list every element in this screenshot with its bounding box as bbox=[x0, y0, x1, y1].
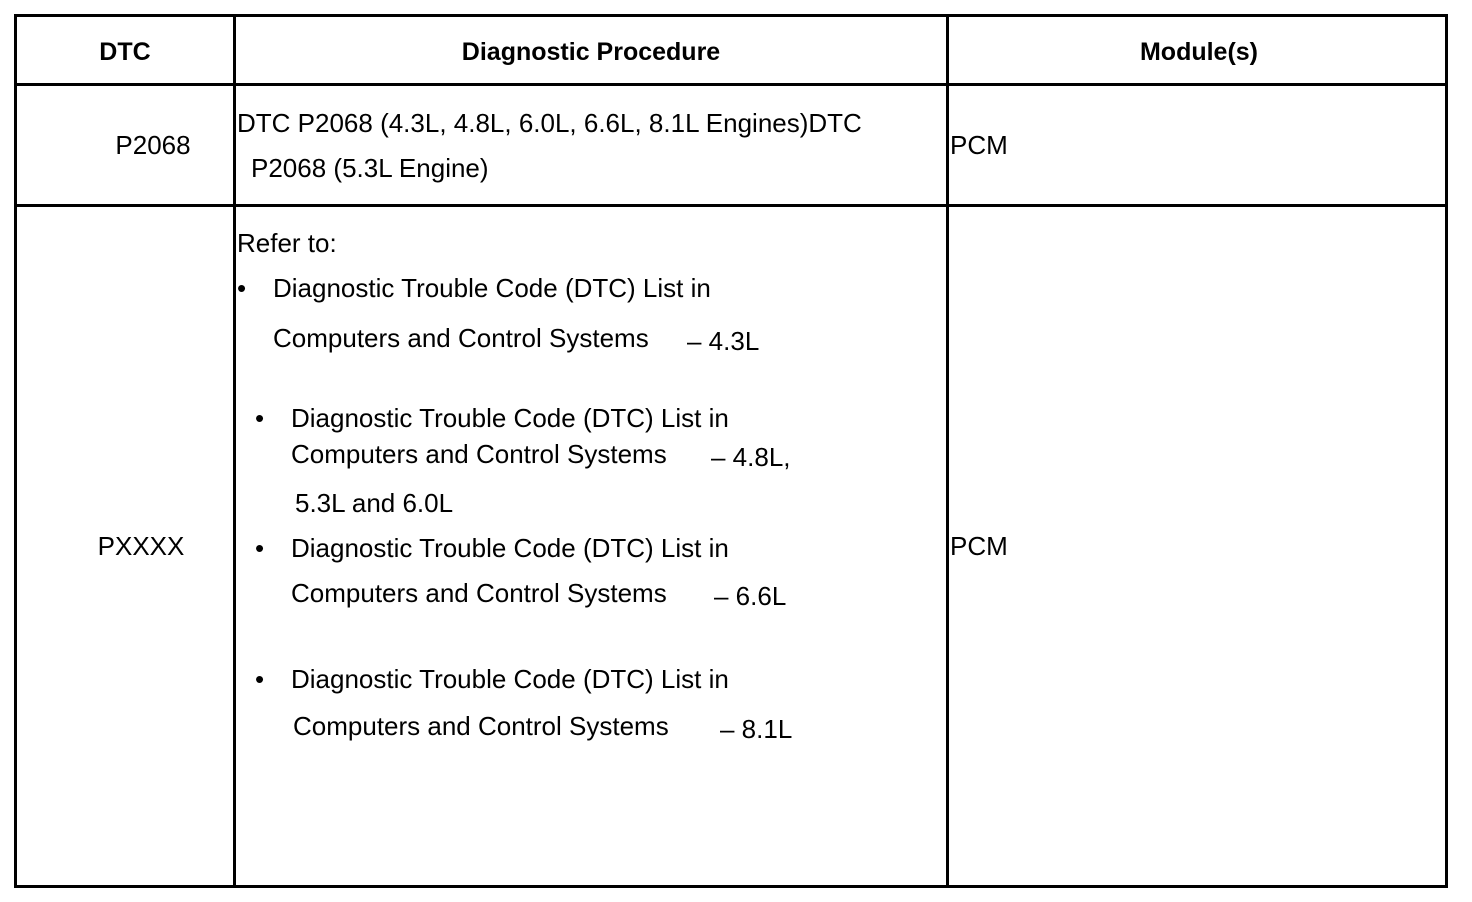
row1-dtc: P2068 bbox=[115, 130, 191, 160]
dtc-table bbox=[14, 14, 1448, 888]
list-item-suffix: – 8.1L bbox=[720, 714, 793, 744]
list-item-line: Diagnostic Trouble Code (DTC) List in bbox=[291, 403, 729, 433]
header-dtc: DTC bbox=[99, 38, 151, 66]
list-item-line: Diagnostic Trouble Code (DTC) List in bbox=[291, 664, 729, 694]
row2-refer-label: Refer to: bbox=[237, 228, 337, 258]
header-modules: Module(s) bbox=[1139, 38, 1259, 66]
row1-module: PCM bbox=[950, 130, 1008, 160]
row-divider bbox=[17, 83, 1445, 86]
row-divider bbox=[17, 204, 1445, 207]
row1-procedure-line1: DTC P2068 (4.3L, 4.8L, 6.0L, 6.6L, 8.1L Engines)DTC bbox=[237, 108, 862, 138]
list-item-suffix: – 6.6L bbox=[714, 581, 787, 611]
list-item-line: 5.3L and 6.0L bbox=[295, 488, 454, 518]
list-item-line: Diagnostic Trouble Code (DTC) List in bbox=[273, 273, 711, 303]
bullet: • bbox=[255, 664, 265, 694]
list-item-line: Computers and Control Systems bbox=[293, 711, 669, 741]
list-item-line: Diagnostic Trouble Code (DTC) List in bbox=[291, 533, 729, 563]
column-divider bbox=[946, 17, 949, 885]
list-item-suffix: – 4.3L bbox=[687, 326, 760, 356]
row2-dtc: PXXXX bbox=[97, 531, 185, 561]
list-item-line: Computers and Control Systems bbox=[273, 323, 649, 353]
list-item-suffix: – 4.8L, bbox=[711, 442, 791, 472]
bullet: • bbox=[255, 403, 265, 433]
row1-procedure-line2: P2068 (5.3L Engine) bbox=[251, 153, 489, 183]
bullet: • bbox=[255, 533, 265, 563]
list-item-line: Computers and Control Systems bbox=[291, 439, 667, 469]
bullet: • bbox=[237, 273, 247, 303]
list-item-line: Computers and Control Systems bbox=[291, 578, 667, 608]
header-procedure: Diagnostic Procedure bbox=[461, 38, 721, 66]
row2-module: PCM bbox=[950, 531, 1008, 561]
